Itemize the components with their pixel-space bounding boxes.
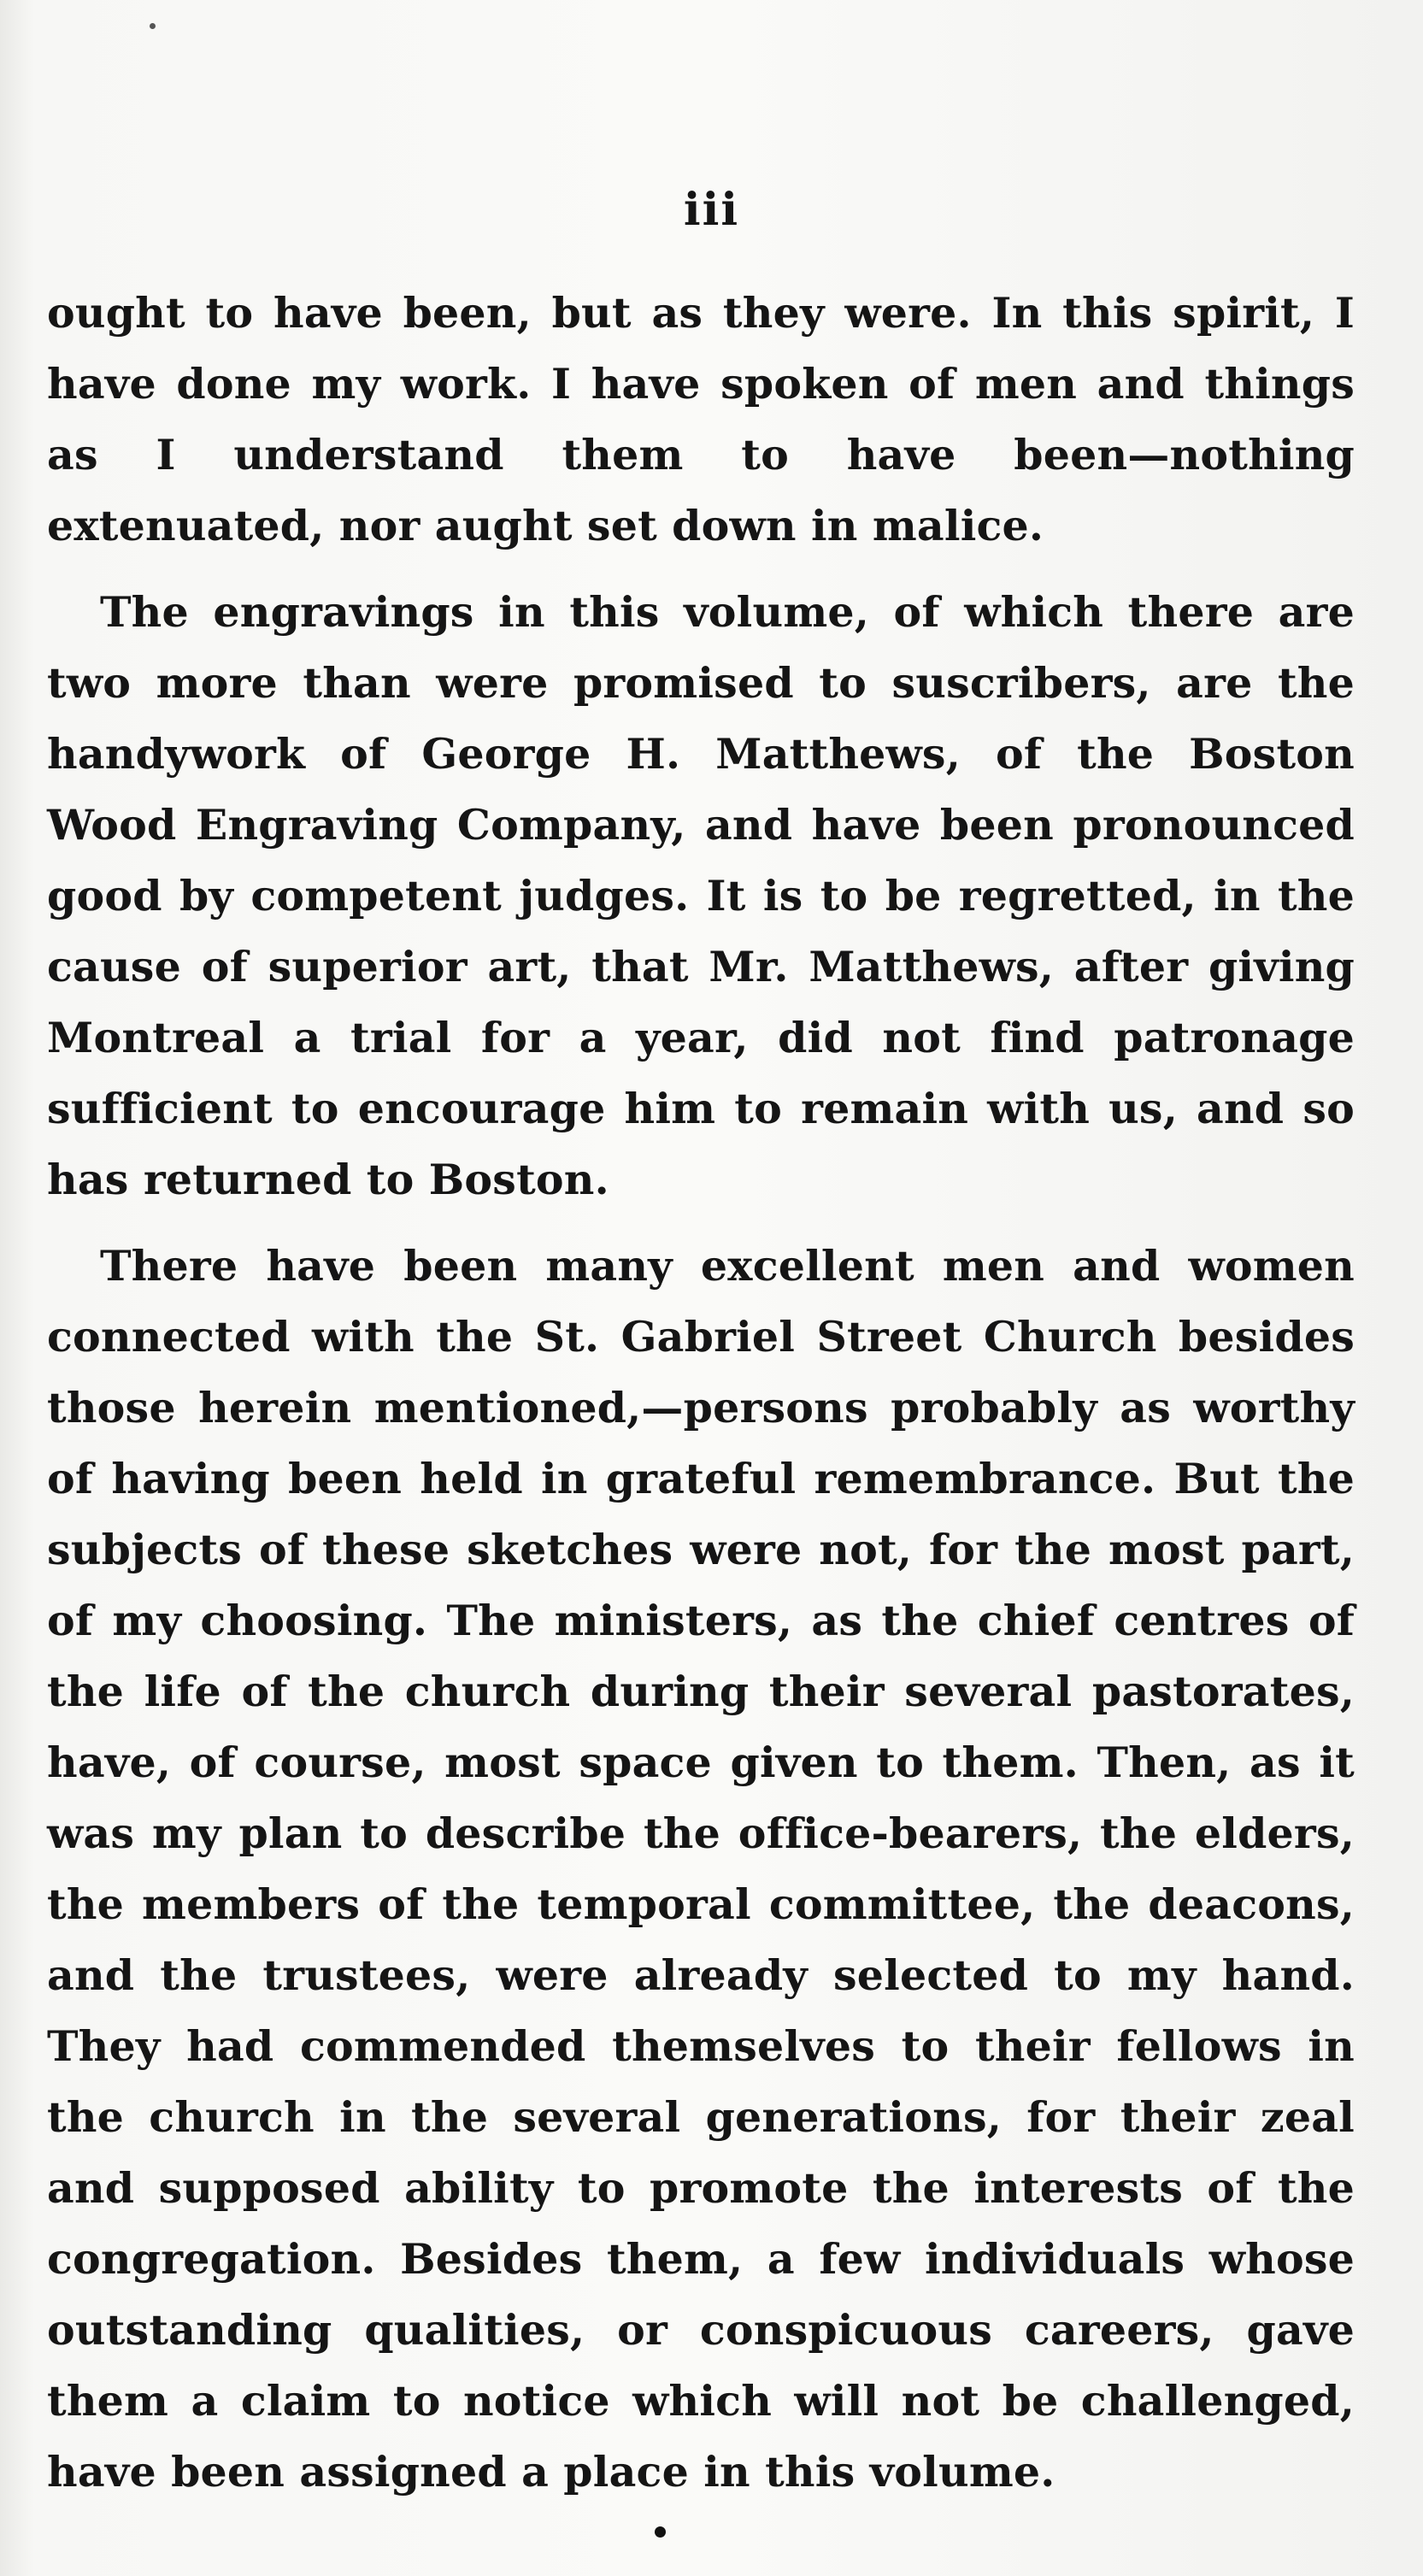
paragraph-3: There have been many excellent men and women connected with the St. Gabriel Street Church besides those herein mentioned,—persons probably as worthy of having been held in grateful remembrance. But the subjects of these sketches were not, for the most part, of my choosing. The ministers, as the chief centres of the life of the church during their several pastorates, have, of course, most space given to them. Then, as it was my plan to describe the office-bearers, the elders, the members of the temporal committee, the deacons, and the trustees, were already selected to my hand. They had commended themselves to their fellows in the church in the several generations, for their zeal and supposed ability to promote the interests of the congregation. Besides them, a few individuals whose outstanding qualities, or conspicuous careers, gave them a claim to notice which will not be challenged, have been assigned a place in this volume. [47,1241,1355,2497]
paragraph-2: The engravings in this volume, of which there are two more than were promised to suscribers, are the handywork of George H. Matthews, of the Boston Wood Engraving Company, and have been pronounced good by competent judges. It is to be regretted, in the cause of superior art, that Mr. Matthews, after giving Montreal a trial for a year, did not find patronage sufficient to encourage him to remain with us, and so has returned to Boston. [47,587,1355,1204]
paragraph-1: ought to have been, but as they were. In this spirit, I have done my work. I have spoken of men and things as I understand them to have been—nothing extenuated, nor aught set down in malice. [47,288,1355,550]
paper-speck [150,23,156,29]
page-number: iii [683,184,740,236]
page-body-text [47,278,1355,2523]
footer-dot [655,2526,666,2538]
